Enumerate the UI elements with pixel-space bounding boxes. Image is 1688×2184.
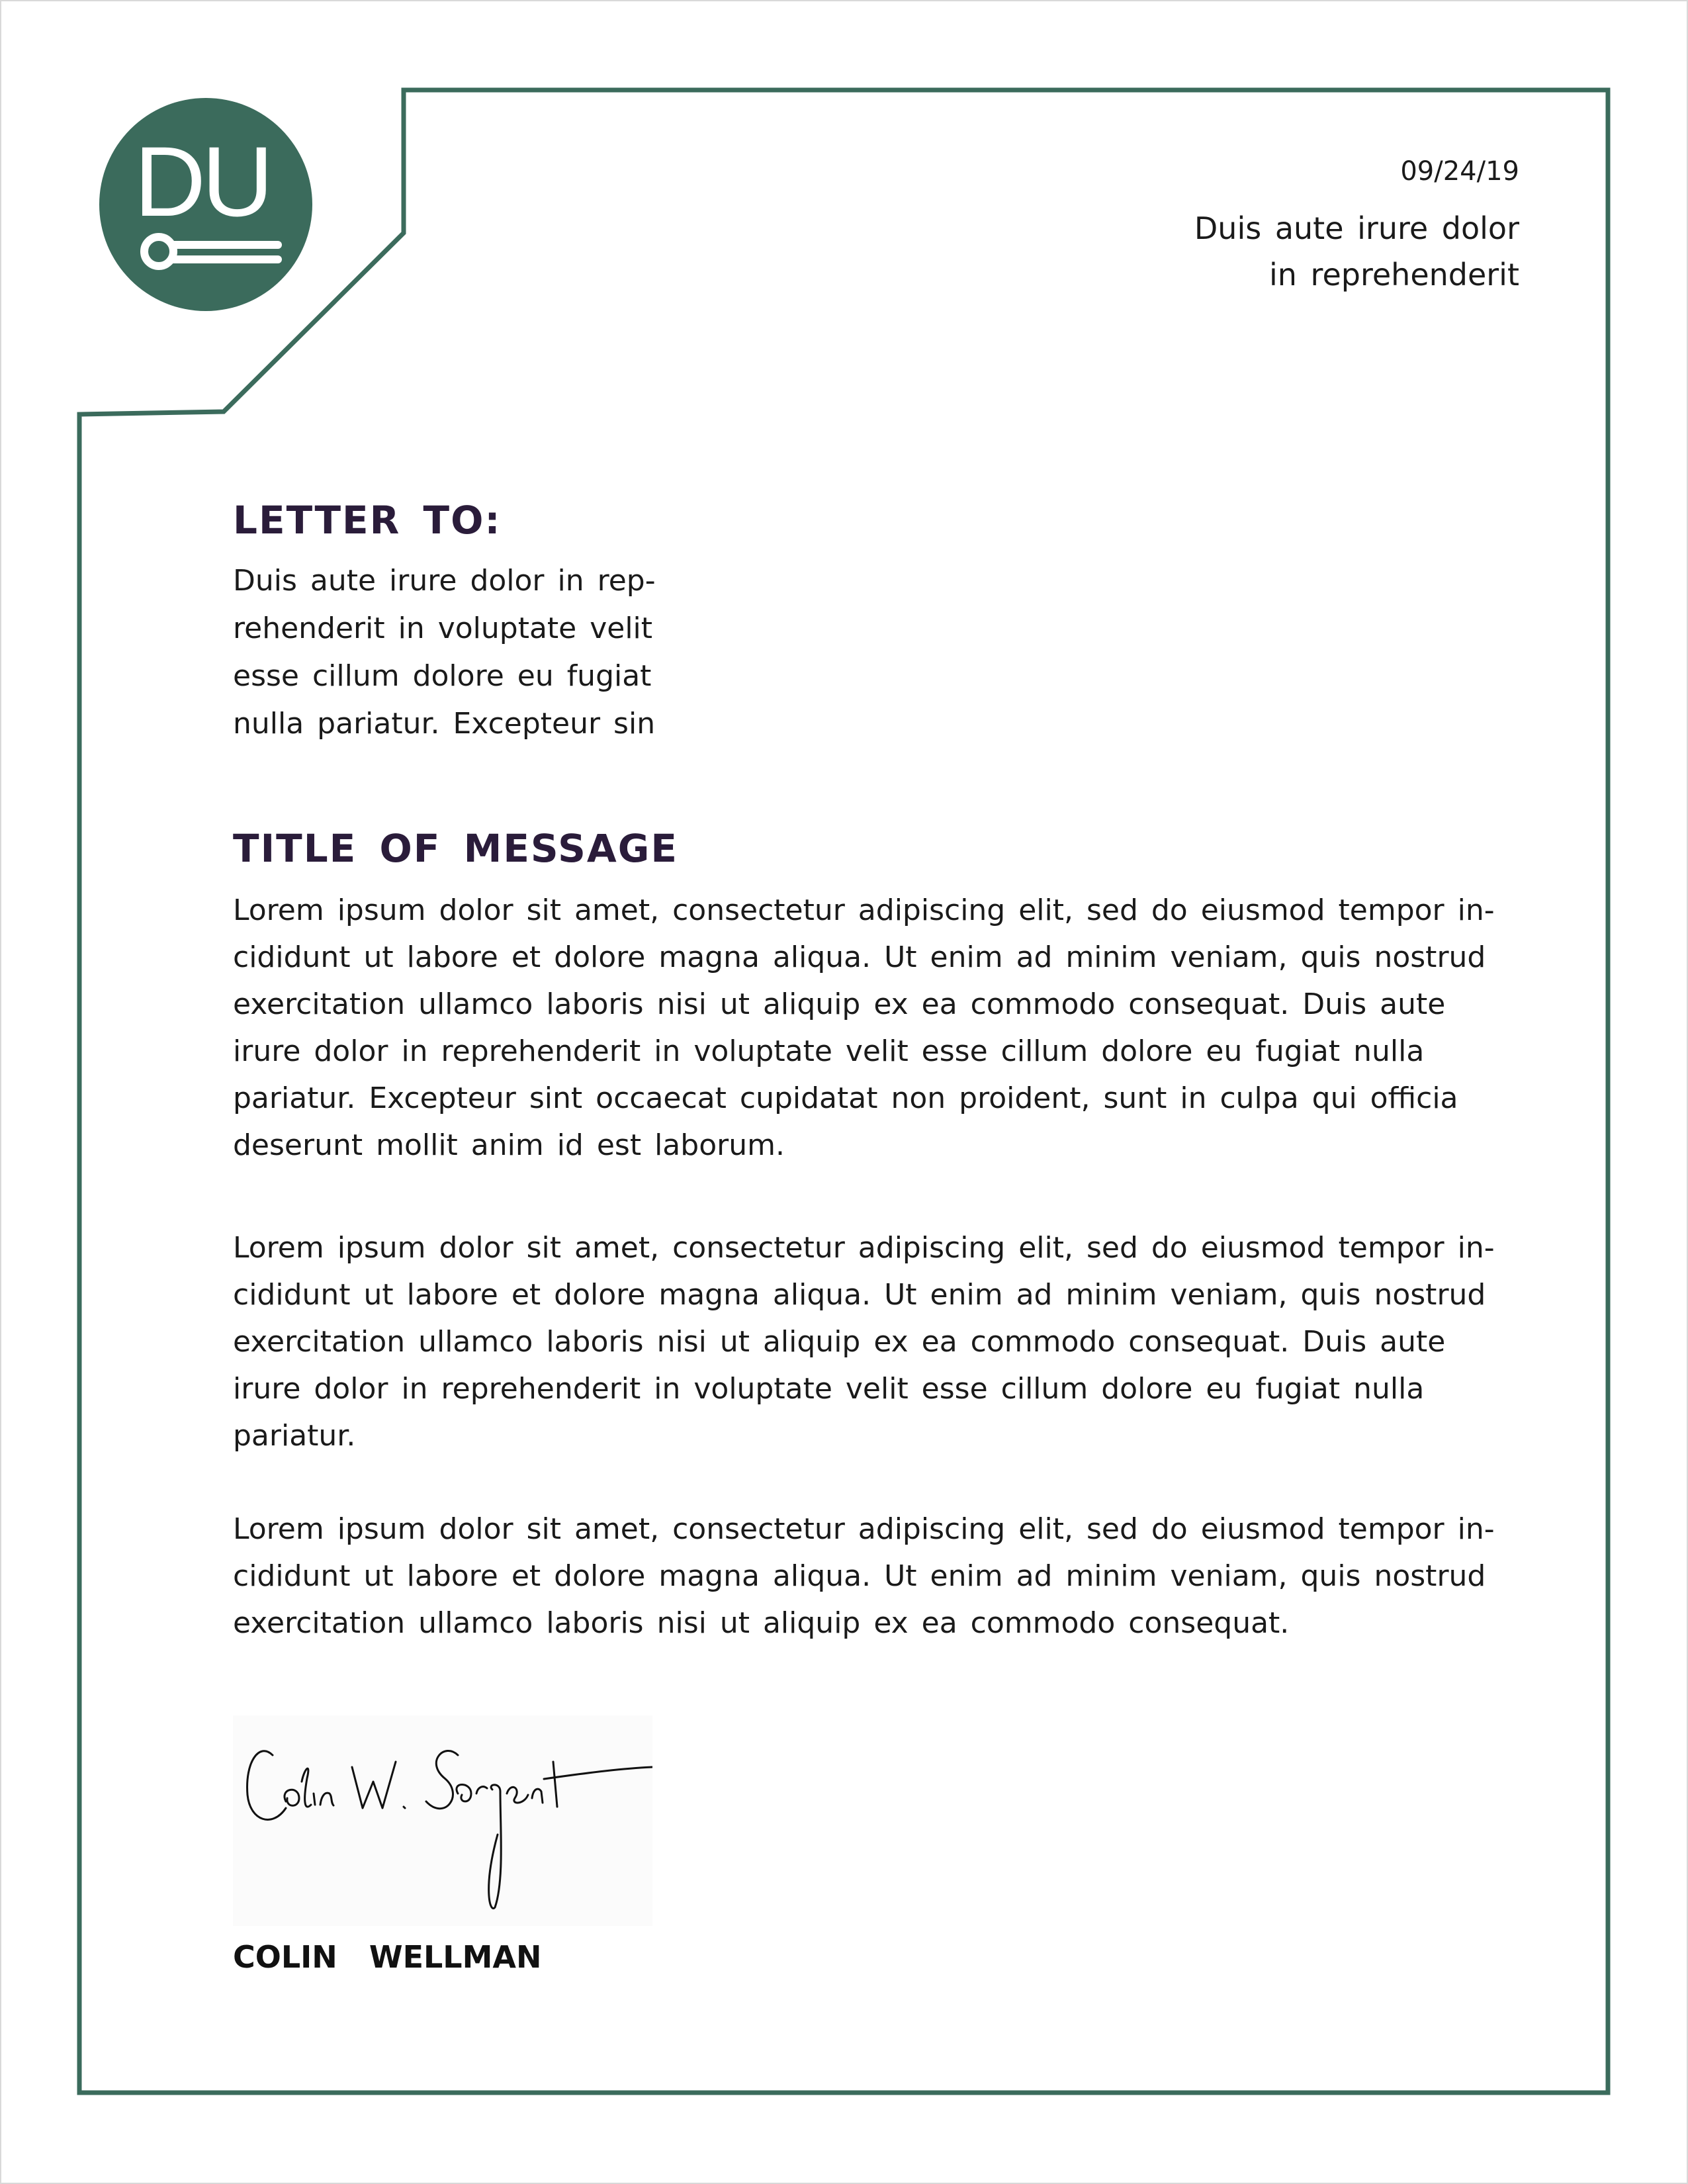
letter-to-heading: LETTER TO: (233, 498, 502, 543)
recipient-block (233, 557, 656, 748)
paragraph-line: pariatur. Excepteur sint occaecat cupidatat non proident, sunt in culpa qui officia (233, 1081, 1458, 1115)
paragraph-line: irure dolor in reprehenderit in voluptate velit esse cillum dolore eu fugiat nulla (233, 1034, 1425, 1068)
paragraph-line: exercitation ullamco laboris nisi ut aliquip ex ea commodo consequat. (233, 1606, 1290, 1640)
sender-line: Duis aute irure dolor (1194, 210, 1519, 246)
message-paragraph-2 (233, 1224, 1495, 1459)
paragraph-line: cididunt ut labore et dolore magna aliqua. Ut enim ad minim veniam, quis nostrud (233, 1559, 1486, 1593)
du-logo (99, 98, 312, 311)
recipient-line: esse cillum dolore eu fugiat (233, 659, 652, 693)
handwritten-signature (233, 1715, 652, 1926)
paragraph-line: cididunt ut labore et dolore magna aliqua. Ut enim ad minim veniam, quis nostrud (233, 1278, 1486, 1312)
recipient-line: Duis aute irure dolor in rep- (233, 564, 656, 598)
paragraph-line: Lorem ipsum dolor sit amet, consectetur adipiscing elit, sed do eiusmod tempor in- (233, 1512, 1495, 1546)
logo-text: DU (134, 126, 270, 237)
sender-address (1194, 205, 1519, 298)
paragraph-line: deserunt mollit anim id est laborum. (233, 1128, 785, 1162)
paragraph-line: Lorem ipsum dolor sit amet, consectetur adipiscing elit, sed do eiusmod tempor in- (233, 1231, 1495, 1265)
message-paragraph-3 (233, 1506, 1495, 1647)
recipient-line: nulla pariatur. Excepteur sin (233, 707, 656, 741)
paragraph-line: cididunt ut labore et dolore magna aliqua. Ut enim ad minim veniam, quis nostrud (233, 940, 1486, 974)
recipient-line: rehenderit in voluptate velit (233, 612, 653, 645)
message-paragraph-1 (233, 887, 1495, 1169)
paragraph-line: Lorem ipsum dolor sit amet, consectetur adipiscing elit, sed do eiusmod tempor in- (233, 893, 1495, 927)
paragraph-line: exercitation ullamco laboris nisi ut aliquip ex ea commodo consequat. Duis aute (233, 1325, 1446, 1359)
sender-line: in reprehenderit (1269, 257, 1519, 293)
message-title: TITLE OF MESSAGE (233, 826, 678, 871)
paragraph-line: irure dolor in reprehenderit in voluptate velit esse cillum dolore eu fugiat nulla (233, 1372, 1425, 1406)
paragraph-line: exercitation ullamco laboris nisi ut aliquip ex ea commodo consequat. Duis aute (233, 987, 1446, 1021)
letter-date: 09/24/19 (1400, 156, 1519, 187)
signer-name: COLIN WELLMAN (233, 1939, 542, 1975)
paragraph-line: pariatur. (233, 1419, 356, 1453)
